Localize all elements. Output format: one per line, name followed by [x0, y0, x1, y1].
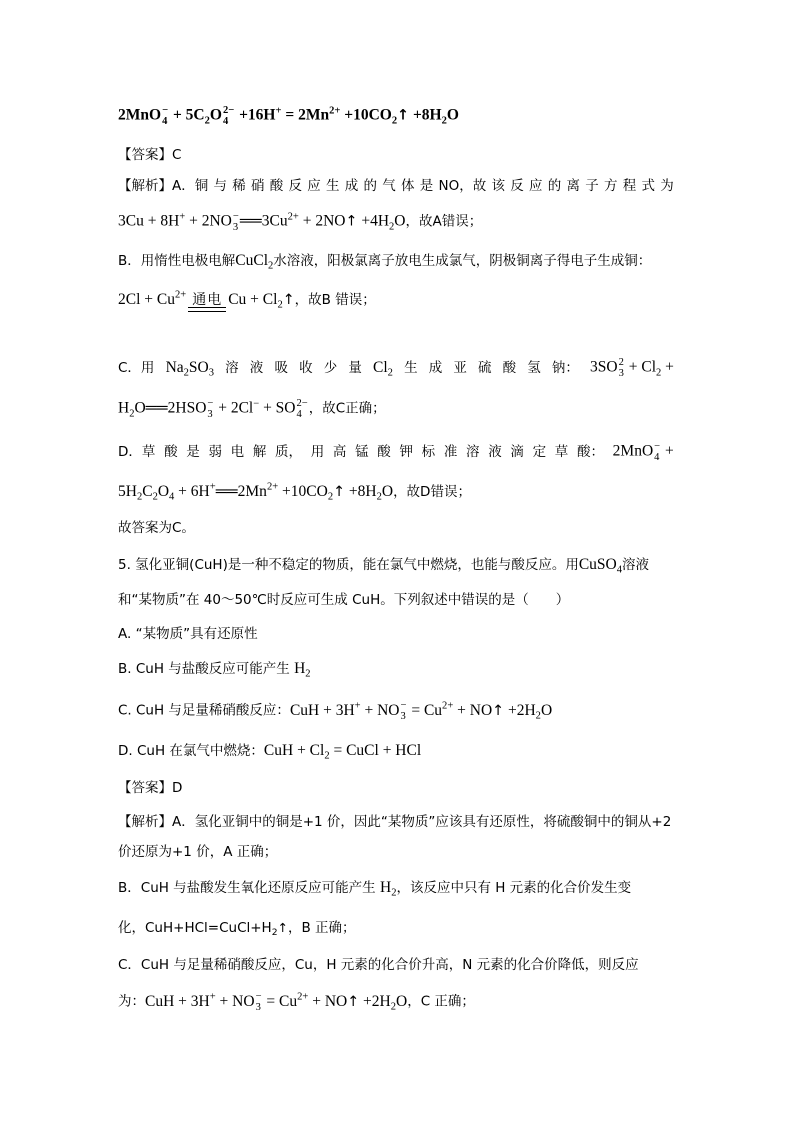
q4-a-words: [118, 176, 674, 196]
q4-analysis-a-equation: 3Cu + 8H+ + 2NO − 3 $══3Cu^{2+}$ + 2NO↑ $+4H_2O$，故A错误；: [118, 211, 483, 234]
q5-analysis-c-line1: C．CuH 与足量稀硝酸反应，Cu，H 元素的化合价升高，N 元素的化合价降低，则反应: [118, 957, 639, 973]
q4-analysis-b-equation: $2Cl + Cu^{2+}$ 通电 $Cu + Cl_2↑$，故B 错误；: [118, 290, 376, 313]
q4-a-word: 的: [547, 178, 562, 194]
q4-a-word: 应: [528, 178, 543, 194]
q4-a-word: 应: [307, 178, 321, 194]
electrolysis-condition: 通电: [188, 292, 226, 313]
q4-a-word: 【解析】A．铜: [118, 178, 209, 194]
q5-option-a: A. “某物质”具有还原性: [118, 626, 258, 642]
q4-a-word: 气: [382, 178, 396, 194]
q4-analysis-d-line1: [118, 441, 674, 463]
q4-a-word: 式: [641, 178, 655, 194]
q4-analysis-c-line1: [118, 357, 674, 379]
q5-analysis-b-line1: B．CuH 与盐酸发生氧化还原反应可能产生 $H_2$，该反应中只有 H 元素的化合价发生变: [118, 879, 632, 899]
q4-answer-label: 【答案】C: [118, 147, 182, 163]
q4-a-word: NO，故: [438, 178, 487, 194]
q5-option-c: C. CuH 与足量稀硝酸反应：CuH + 3H+ + NO − 3 = $Cu^{2+}$ + NO↑ $+2H_2O$: [118, 700, 553, 723]
q4-analysis-d-equation: $5H_2C_2O_4$ + $6H^+══2Mn^{2+}$ $+10CO_2↑ +8H_2O$，故D错误；: [118, 481, 471, 503]
q4-c-words: C．用 $Na_2SO_3$ 溶 液 吸 收 少 量 $Cl_2$ 生 成 亚 硫 酸 氢 钠： 3SO 2 3 + $Cl_2$ +: [118, 357, 674, 380]
q4-a-word: 体: [401, 178, 415, 194]
q4-a-word: 程: [622, 178, 637, 194]
q4-a-word: 反: [288, 178, 302, 194]
q4-a-word: 生: [326, 178, 340, 194]
q4-a-word: 与: [213, 178, 227, 194]
q4-a-word: 稀: [232, 178, 246, 194]
q5-analysis-b-line2: 化，$CuH+HCl=CuCl+H_2↑$，B 正确；: [118, 920, 356, 939]
q5-answer-label: 【答案】D: [118, 780, 183, 796]
q5-analysis-a-line1: 【解析】A．氢化亚铜中的铜是+1 价，因此“某物质”应该具有还原性，将硫酸铜中的铜从+2: [118, 814, 672, 830]
q5-analysis-c-line2: 为：CuH + 3H+ + NO − 3 = $Cu^{2+}$ + NO↑ $+2H_2O$，C 正确；: [118, 991, 475, 1014]
q4-a-word: 离: [566, 178, 580, 194]
q5-stem-line1: 5. 氢化亚铜(CuH)是一种不稳定的物质，能在氯气中燃烧，也能与酸反应。用CuSO$_4$溶液: [118, 556, 650, 576]
q4-a-word: 是: [419, 178, 434, 194]
q4-a-word: 硝: [251, 178, 265, 194]
q4-a-word: 成: [344, 178, 359, 194]
q4-analysis-c-equation: $H_2O══2HSO$ − 3 + 2Cl− + SO 2− 4 ，故C正确；: [118, 398, 386, 421]
q4-a-word: 酸: [269, 178, 284, 194]
top-equation: 2MnO − 4 + $5C_2O$ 2− 4 $+16H^+ = 2Mn^{2+}$ $+10CO_2↑ +8H_2O$: [118, 105, 459, 128]
q4-final-answer: 故答案为C。: [118, 520, 195, 536]
q4-analysis-a-line1: [118, 176, 674, 196]
q4-a-word: 的: [363, 178, 377, 194]
q4-a-word: 为: [660, 178, 674, 194]
q5-option-d: D. CuH 在氯气中燃烧：CuH + $Cl_2$ = CuCl + HCl: [118, 742, 422, 762]
q4-a-word: 方: [603, 178, 618, 194]
q5-stem-line2: 和“某物质”在 40～50℃时反应可生成 CuH。下列叙述中错误的是（ ）: [118, 592, 570, 608]
q5-option-b: B. CuH 与盐酸反应可能产生 $H_2$: [118, 660, 311, 680]
q4-a-word: 子: [585, 178, 599, 194]
q4-a-word: 该: [491, 178, 505, 194]
q4-analysis-b-line1: B．用惰性电极电解CuCl$_2$水溶液，阳极氯离子放电生成氯气，阴极铜离子得电子生成铜：: [118, 252, 652, 272]
q4-d-words: D．草 酸 是 弱 电 解 质， 用 高 锰 酸 钾 标 准 溶 液 滴 定 草 酸： 2MnO − 4 +: [118, 441, 674, 464]
q4-a-word: 反: [510, 178, 524, 194]
q5-analysis-a-line2: 价还原为+1 价，A 正确；: [118, 844, 278, 860]
